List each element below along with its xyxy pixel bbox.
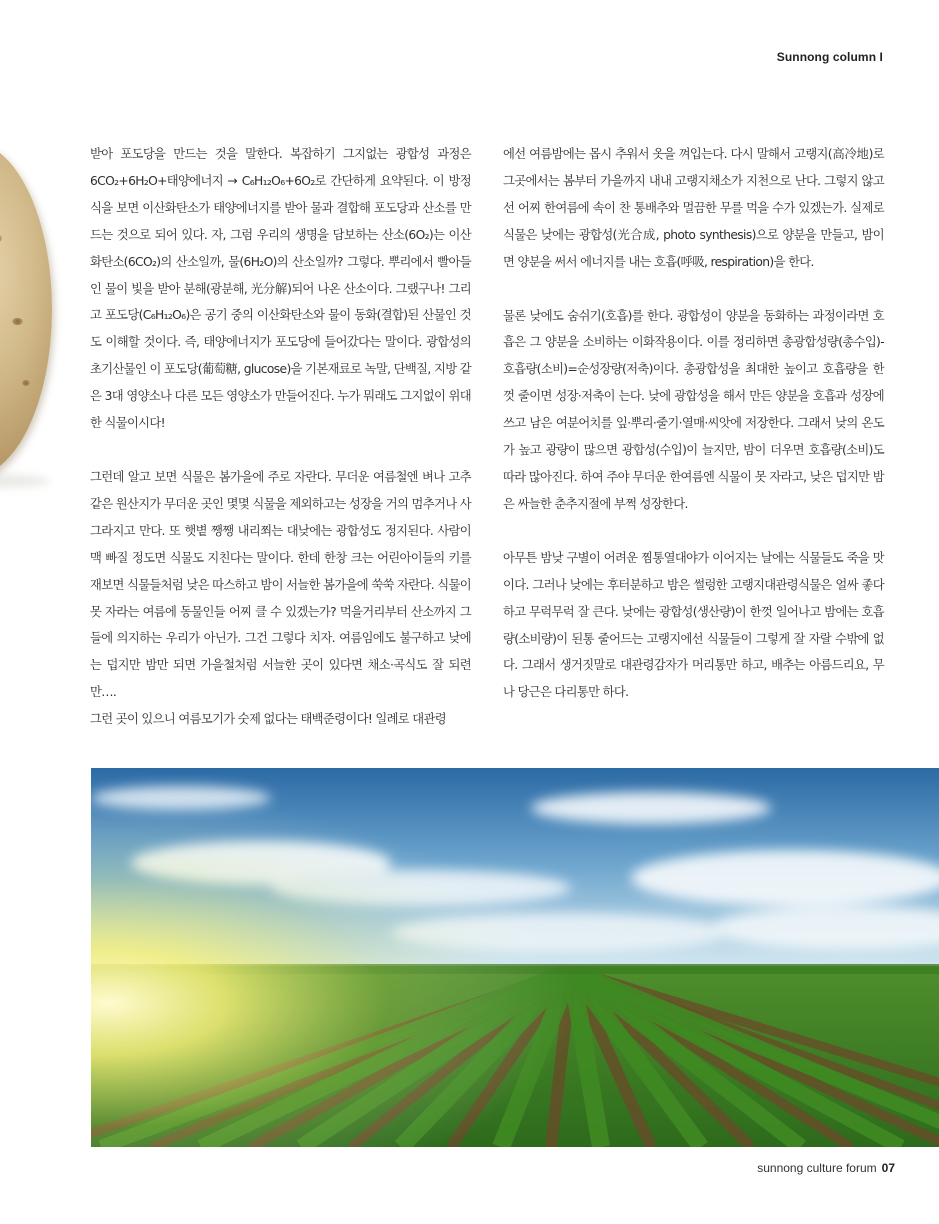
- paragraph: 받아 포도당을 만드는 것을 말한다. 복잡하기 그지없는 광합성 과정은 6CO₂+6H₂O+태양에너지 → C₆H₁₂O₆+6O₂로 간단하게 요약된다. 이 방정식을 보면 이산화탄소가 태양에너지를 받아 물과 결합해 포도당과 산소를 만드는 것으로 되어 있다. 자, 그럼 우리의 생명을 담보하는 산소(6O₂)는 이산화탄소(6CO₂)의 산소일까, 물(6H₂O)의 산소일까? 그렇다. 뿌리에서 빨아들인 물이 빛을 받아 분해(광분해, 光分解)되어 나온 산소이다. 그랬구나! 그리고 포도당(C₆H₁₂O₆)은 공기 중의 이산화탄소와 물이 동화(결합)된 산물인 것도 이해할 것이다. 즉, 태양에너지가 포도당에 들어갔다는 말이다. 광합성의 초기산물인 이 포도당(葡萄糖, glucose)을 기본재료로 녹말, 단백질, 지방 같은 3대 영양소나 다른 모든 영양소가 만들어진다. 누가 뭐래도 그지없이 위대한 식물이시다!: [90, 147, 471, 431]
- column-label: Sunnong column I: [776, 50, 883, 64]
- paragraph: 에선 여름밤에는 몹시 추워서 옷을 껴입는다. 다시 말해서 고랭지(高冷地)로 그곳에서는 봄부터 가을까지 내내 고랭지채소가 지천으로 난다. 그렇지 않고선 어찌 한여름에 속이 찬 통배추와 멀끔한 무를 먹을 수가 있겠는가. 실제로 식물은 낮에는 광합성(光合成, photo synthesis)으로 양분을 만들고, 밤이면 양분을 써서 에너지를 내는 호흡(呼吸, respiration)을 한다.: [503, 147, 884, 269]
- field-photo: [91, 768, 939, 1147]
- paragraph: 그런 곳이 있으니 여름모기가 숫제 없다는 태백준령이다! 일례로 대관령: [90, 712, 446, 727]
- article-left-column: [90, 141, 471, 733]
- paragraph: 아무튼 밤낮 구별이 어려운 찜통열대야가 이어지는 날에는 식물들도 죽을 맛이다. 그러나 낮에는 후터분하고 밤은 썰렁한 고랭지대관령식물은 얼싸 좋다 하고 무럭무럭 잘 큰다. 낮에는 광합성(생산량)이 한껏 일어나고 밤에는 호흡량(소비량)이 된통 줄어드는 고랭지에선 식물들이 그렇게 잘 자랄 수밖에 없다. 그래서 생거짓말로 대관령감자가 머리통만 하고, 배추는 아름드리요, 무나 당근은 다리통만 하다.: [503, 550, 884, 700]
- potato-eye: [0, 234, 2, 243]
- page-number: 07: [881, 1161, 895, 1175]
- potato-shadow: [0, 474, 50, 488]
- article-right-column: [503, 141, 884, 706]
- magazine-name: sunnong culture forum: [757, 1161, 877, 1175]
- potato-eye: [12, 318, 23, 325]
- page-footer: [757, 1161, 895, 1175]
- paragraph: 물론 낮에도 숨쉬기(호흡)를 한다. 광합성이 양분을 동화하는 과정이라면 호흡은 그 양분을 소비하는 이화작용이다. 이를 정리하면 총광합성량(총수입)-호흡량(소비)=순성장량(저축)이다. 총광합성을 최대한 높이고 호흡량을 한껏 줄이면 성장·저축이 는다. 낮에 광합성을 해서 만든 양분을 호흡과 성장에 쓰고 남은 여분어치를 잎·뿌리·줄기·열매·씨앗에 저장한다. 그래서 낮의 온도가 높고 광량이 많으면 광합성(수입)이 늘지만, 밤이 더우면 호흡량(소비)도 따라 많아진다. 하여 주야 무더운 한여름엔 식물이 못 자라고, 낮은 덥지만 밤은 싸늘한 춘추지절에 부쩍 성장한다.: [503, 308, 884, 511]
- paragraph: 그런데 알고 보면 식물은 봄가을에 주로 자란다. 무더운 여름철엔 벼나 고추 같은 원산지가 무더운 곳인 몇몇 식물을 제외하고는 성장을 거의 멈추거나 사그라지고 만다. 또 햇볕 쨍쨍 내리쬐는 대낮에는 광합성도 정지된다. 사람이 맥 빠질 정도면 식물도 지친다는 말이다. 한데 한창 크는 어린아이들의 키를 재보면 식물들처럼 낮은 따스하고 밤이 서늘한 봄가을에 쑥쑥 자란다. 식물이 못 자라는 여름에 동물인들 어찌 클 수 있겠는가? 먹을거리부터 산소까지 그들에 의지하는 우리가 아닌가. 그건 그렇다 치자. 여름임에도 불구하고 낮에는 덥지만 밤만 되면 가을철처럼 서늘한 곳이 있다면 채소·곡식도 잘 되련만….: [90, 469, 471, 700]
- potato-illustration: [0, 142, 52, 477]
- field-landscape-image: [91, 768, 939, 1147]
- sun-glow: [91, 768, 939, 1147]
- potato-eye: [22, 380, 30, 386]
